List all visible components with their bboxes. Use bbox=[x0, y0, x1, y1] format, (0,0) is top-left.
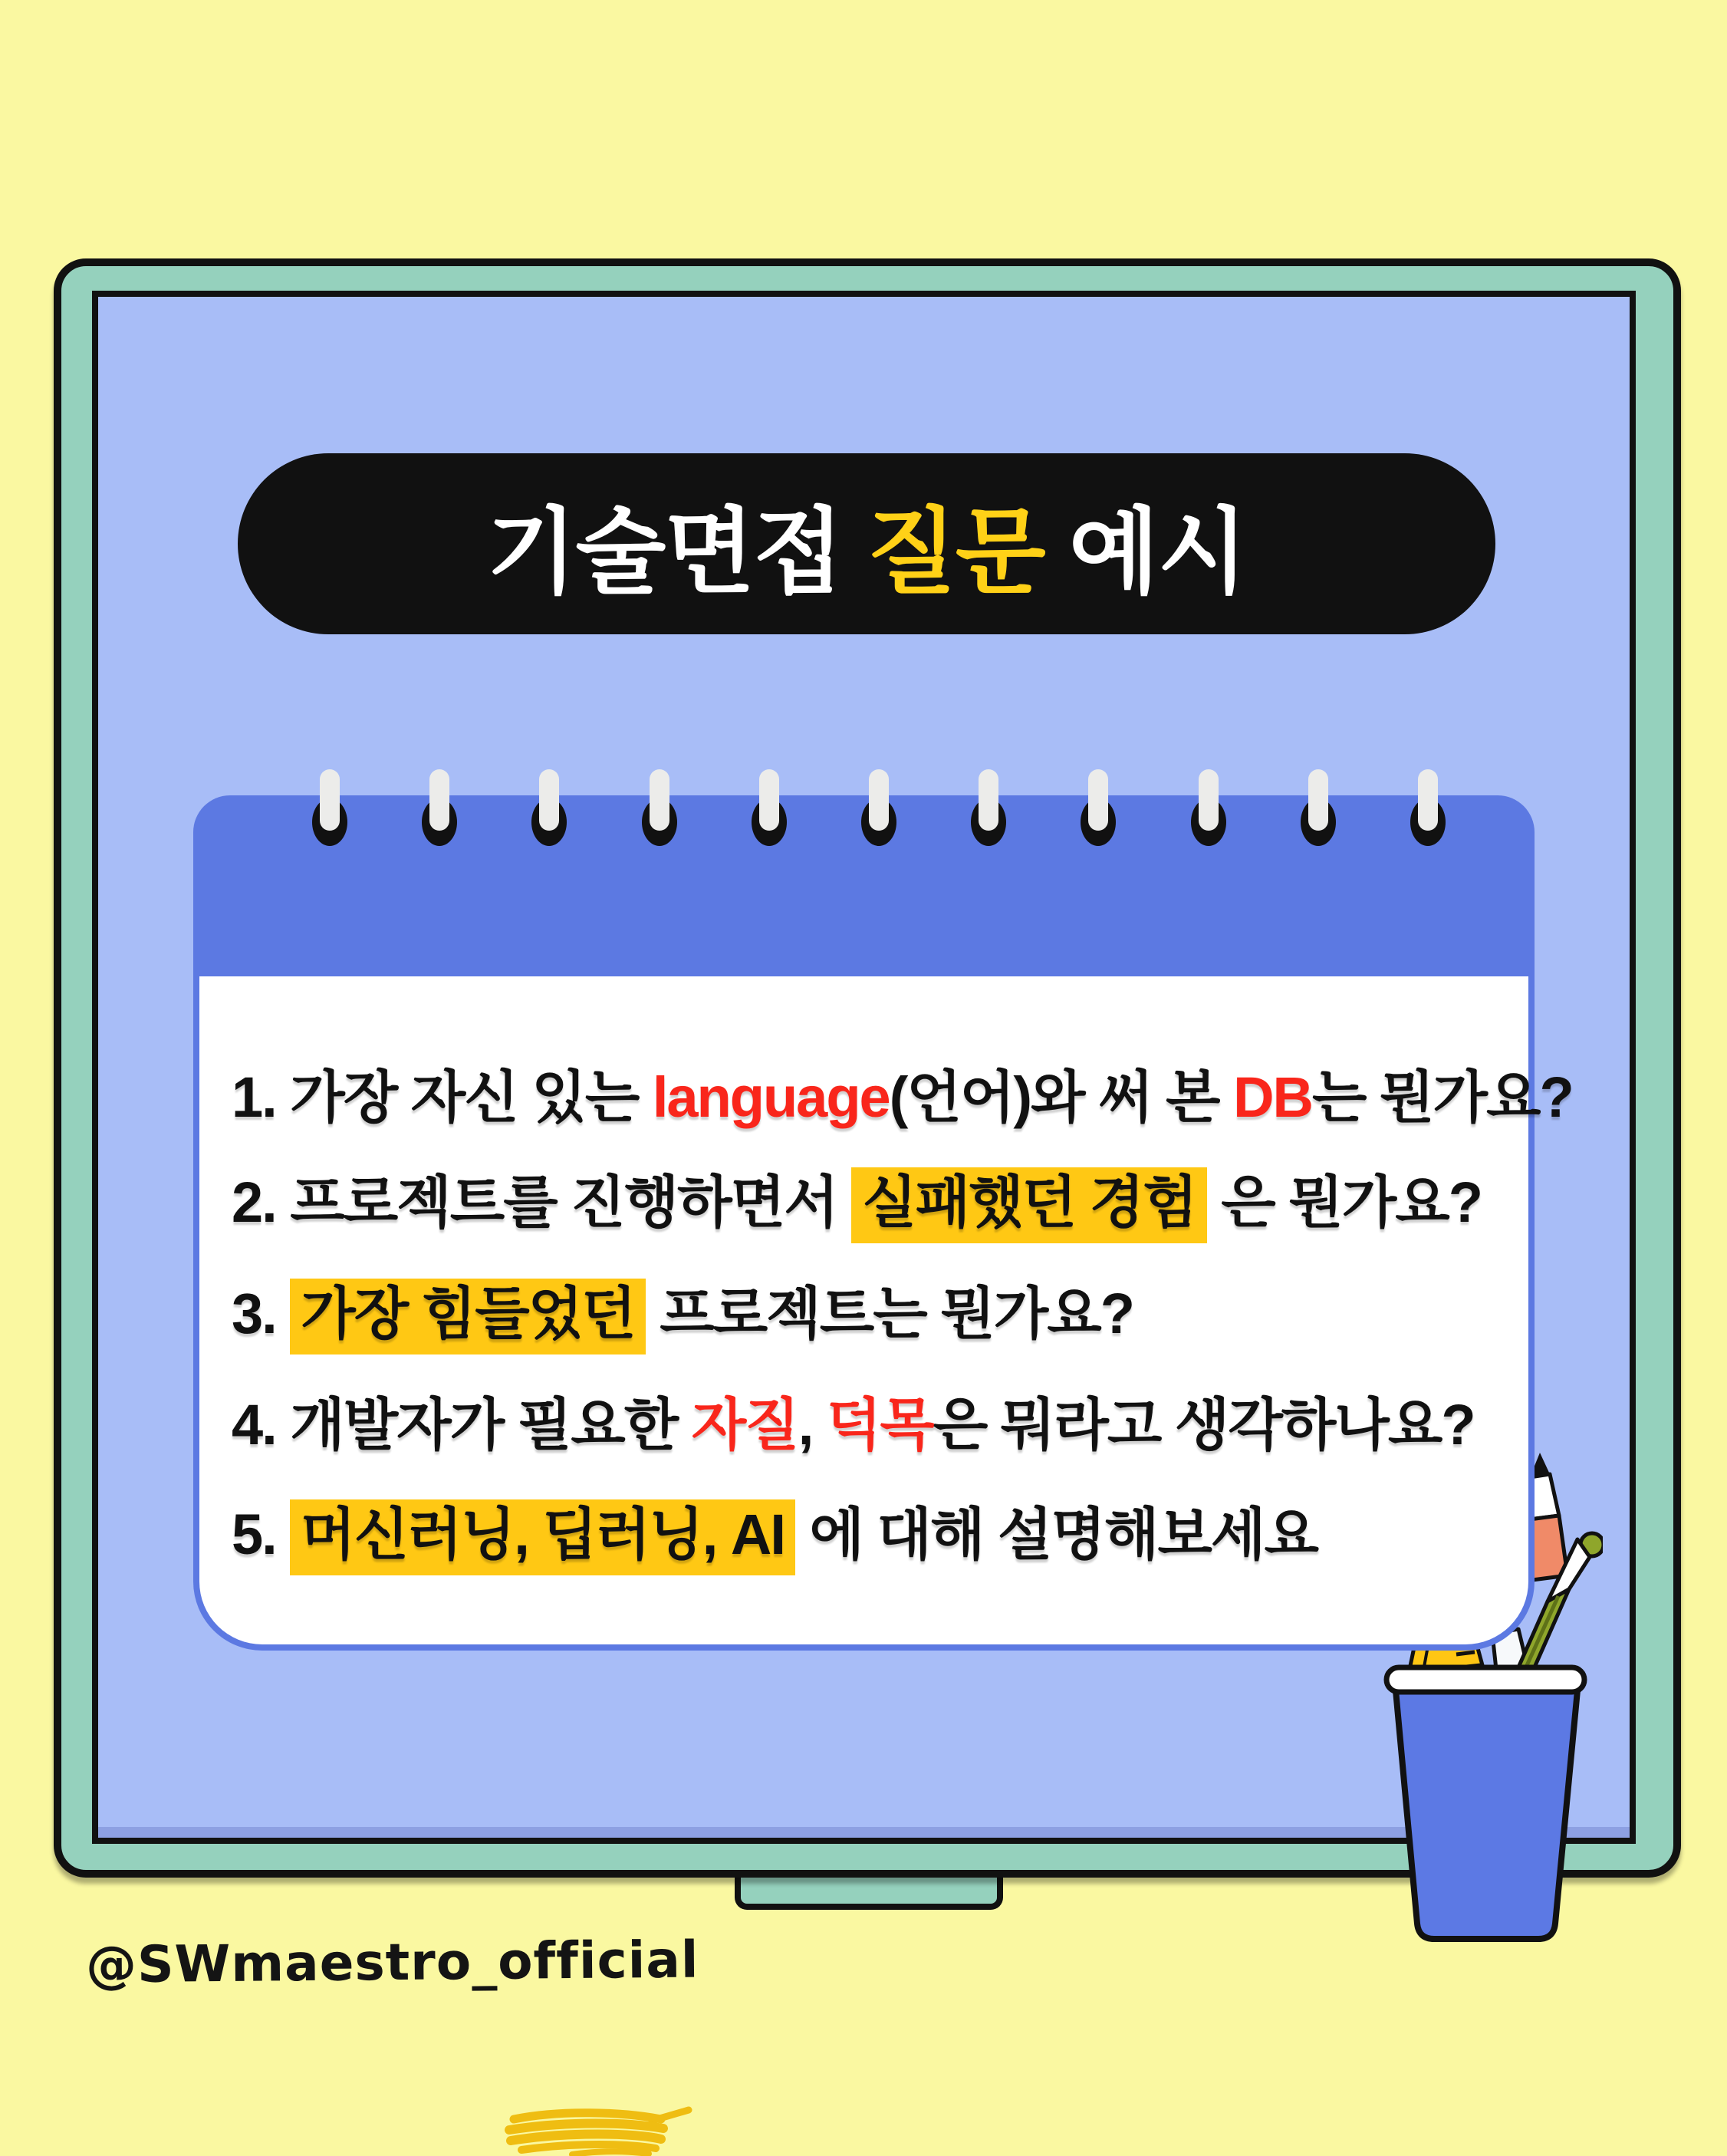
pin-stick bbox=[869, 769, 889, 831]
pin-stick bbox=[1308, 769, 1328, 831]
question-line-2 bbox=[232, 1167, 1482, 1239]
question-segment: 자질 bbox=[691, 1393, 798, 1457]
title-part-accent: 질문 bbox=[866, 499, 1044, 604]
question-segment: 머신러닝, 딥러닝, AI bbox=[290, 1499, 795, 1575]
question-line-5 bbox=[232, 1499, 1317, 1571]
scribble-icon bbox=[498, 2105, 698, 2156]
title-part-1: 기술면접 bbox=[486, 499, 867, 604]
question-line-1 bbox=[232, 1062, 1573, 1134]
question-segment: 가장 힘들었던 bbox=[290, 1279, 645, 1354]
question-segment: (언어)와 써 본 bbox=[889, 1065, 1234, 1129]
question-segment: 1. 가장 자신 있는 bbox=[232, 1065, 653, 1129]
question-segment: 실패했던 경험 bbox=[851, 1167, 1206, 1243]
question-segment: 덕목 bbox=[826, 1393, 933, 1457]
pin-stick bbox=[979, 769, 998, 831]
title-part-3: 예시 bbox=[1044, 499, 1247, 604]
title-pill bbox=[238, 453, 1495, 634]
question-segment: 3. bbox=[232, 1282, 291, 1345]
question-line-3 bbox=[232, 1279, 1133, 1350]
question-segment: 은 뭐라고 생각하나요? bbox=[933, 1393, 1475, 1457]
pin-stick bbox=[320, 769, 340, 831]
handle-text: @SWmaestro_official bbox=[85, 1930, 699, 1995]
question-segment: , bbox=[798, 1393, 827, 1457]
question-segment: 5. bbox=[232, 1503, 291, 1566]
question-segment: DB bbox=[1233, 1065, 1312, 1129]
pin-stick bbox=[1199, 769, 1219, 831]
question-line-4 bbox=[232, 1390, 1475, 1461]
pin-stick bbox=[539, 769, 559, 831]
question-segment: 4. 개발자가 필요한 bbox=[232, 1393, 692, 1457]
question-segment: 프로젝트는 뭔가요? bbox=[645, 1282, 1133, 1345]
question-segment: 에 대해 설명해보세요 bbox=[794, 1503, 1317, 1566]
question-segment: 은 뭔가요? bbox=[1206, 1170, 1482, 1234]
pin-stick bbox=[429, 769, 449, 831]
pin-stick bbox=[1418, 769, 1438, 831]
cup-body bbox=[1396, 1690, 1577, 1939]
question-segment: language bbox=[652, 1065, 890, 1129]
question-segment: 는 뭔가요? bbox=[1311, 1065, 1573, 1129]
question-segment: 2. 프로젝트를 진행하면서 bbox=[232, 1170, 852, 1234]
pin-stick bbox=[759, 769, 779, 831]
pin-stick bbox=[1088, 769, 1108, 831]
pin-stick bbox=[650, 769, 669, 831]
cup-rim bbox=[1387, 1667, 1584, 1692]
